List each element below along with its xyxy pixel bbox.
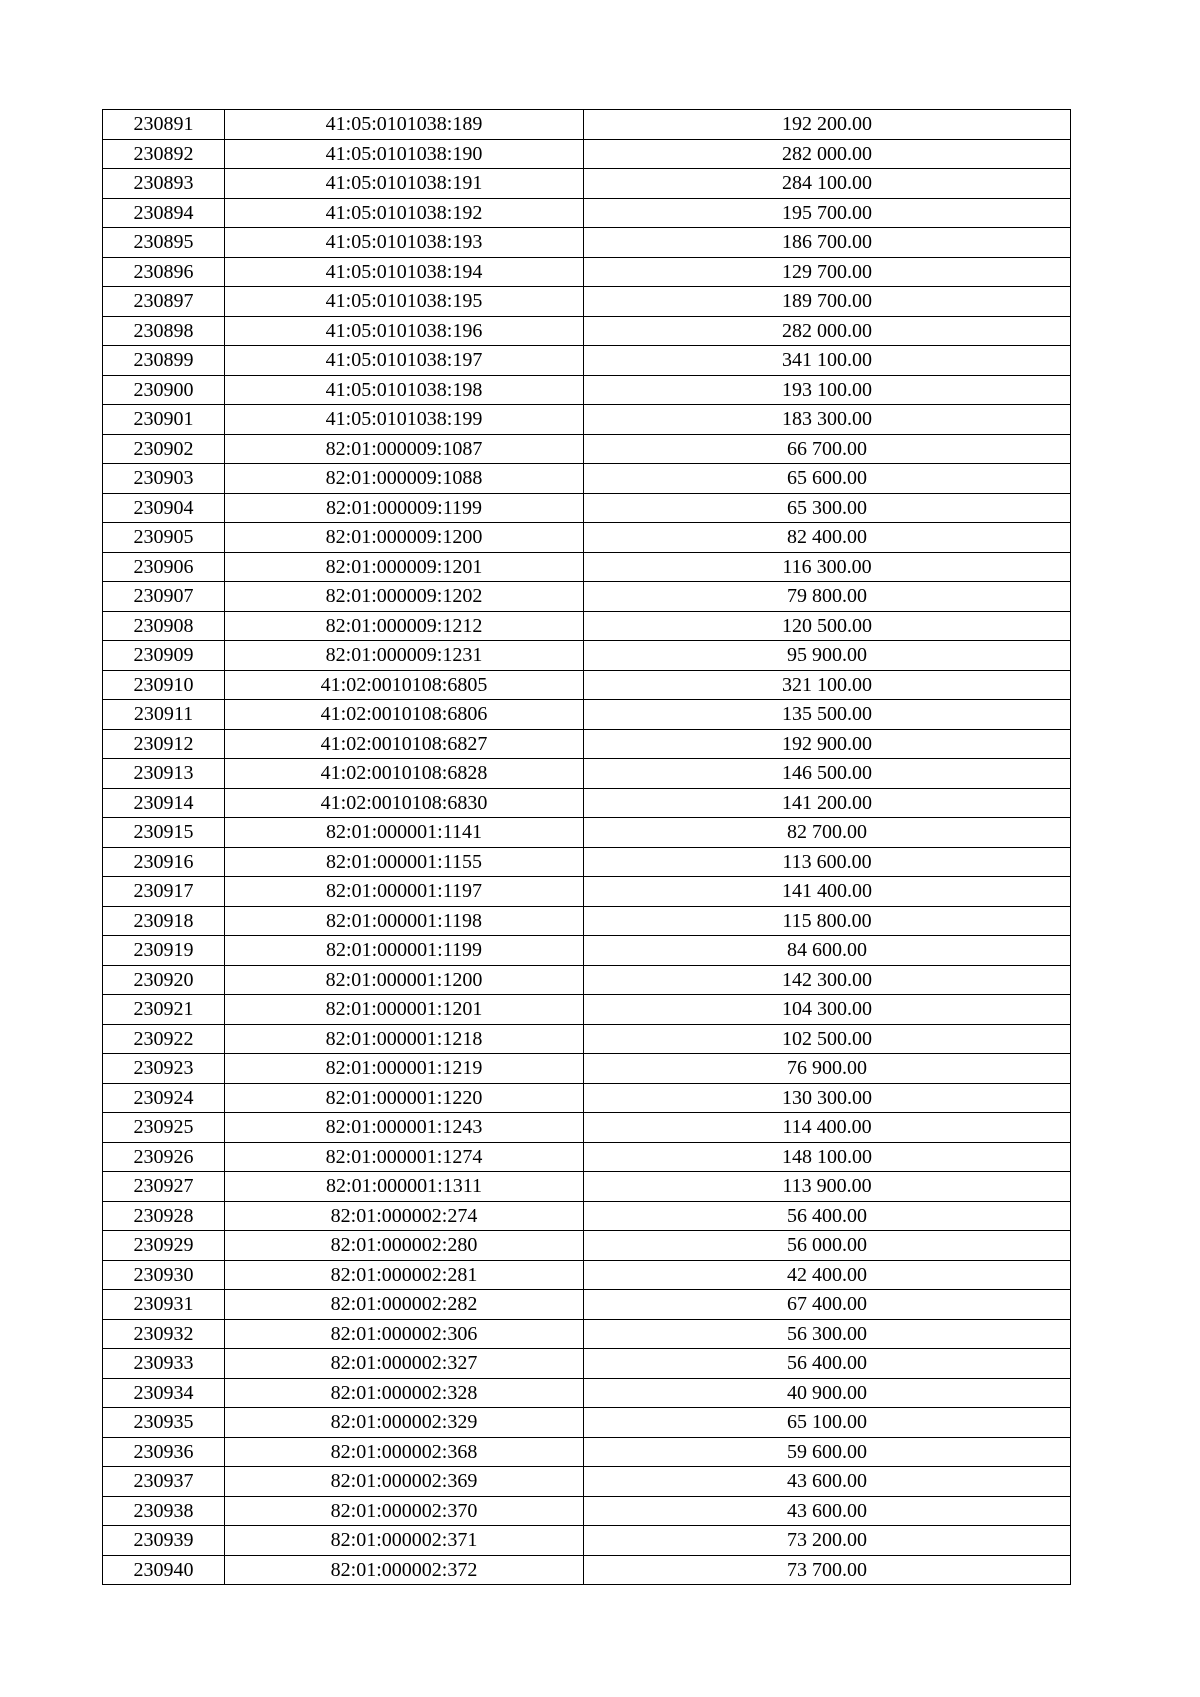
table-row: [103, 198, 1071, 228]
cadastral-value-cell: 73 200.00: [584, 1526, 1071, 1556]
table-row: [103, 316, 1071, 346]
table-row: [103, 965, 1071, 995]
cadastral-value-cell: 65 600.00: [584, 464, 1071, 494]
table-row: [103, 139, 1071, 169]
cadastral-value-cell: 192 200.00: [584, 110, 1071, 140]
row-number-cell: 230906: [103, 552, 225, 582]
cadastral-value-cell: 114 400.00: [584, 1113, 1071, 1143]
row-number-cell: 230936: [103, 1437, 225, 1467]
cadastral-value-cell: 148 100.00: [584, 1142, 1071, 1172]
cadastral-number-cell: 82:01:000001:1311: [225, 1172, 584, 1202]
cadastral-number-cell: 41:02:0010108:6830: [225, 788, 584, 818]
row-number-cell: 230935: [103, 1408, 225, 1438]
cadastral-number-cell: 82:01:000002:274: [225, 1201, 584, 1231]
cadastral-number-cell: 41:02:0010108:6805: [225, 670, 584, 700]
cadastral-value-cell: 82 400.00: [584, 523, 1071, 553]
table-row: [103, 995, 1071, 1025]
table-row: [103, 257, 1071, 287]
cadastral-value-cell: 195 700.00: [584, 198, 1071, 228]
table-row: [103, 641, 1071, 671]
cadastral-number-cell: 41:05:0101038:191: [225, 169, 584, 199]
cadastral-value-cell: 129 700.00: [584, 257, 1071, 287]
cadastral-number-cell: 82:01:000002:281: [225, 1260, 584, 1290]
table-row: [103, 1496, 1071, 1526]
cadastral-number-cell: 82:01:000001:1199: [225, 936, 584, 966]
cadastral-value-cell: 146 500.00: [584, 759, 1071, 789]
cadastral-value-cell: 141 400.00: [584, 877, 1071, 907]
row-number-cell: 230904: [103, 493, 225, 523]
row-number-cell: 230927: [103, 1172, 225, 1202]
cadastral-number-cell: 41:05:0101038:189: [225, 110, 584, 140]
table-row: [103, 1526, 1071, 1556]
row-number-cell: 230907: [103, 582, 225, 612]
table-row: [103, 1142, 1071, 1172]
cadastral-number-cell: 41:02:0010108:6827: [225, 729, 584, 759]
cadastral-value-cell: 192 900.00: [584, 729, 1071, 759]
cadastral-number-cell: 82:01:000009:1199: [225, 493, 584, 523]
cadastral-value-cell: 321 100.00: [584, 670, 1071, 700]
row-number-cell: 230921: [103, 995, 225, 1025]
cadastral-number-cell: 82:01:000001:1141: [225, 818, 584, 848]
cadastral-value-cell: 43 600.00: [584, 1467, 1071, 1497]
row-number-cell: 230931: [103, 1290, 225, 1320]
cadastral-number-cell: 82:01:000009:1202: [225, 582, 584, 612]
cadastral-number-cell: 41:05:0101038:197: [225, 346, 584, 376]
row-number-cell: 230940: [103, 1555, 225, 1585]
table-body: [103, 110, 1071, 1585]
cadastral-value-cell: 95 900.00: [584, 641, 1071, 671]
cadastral-number-cell: 41:05:0101038:190: [225, 139, 584, 169]
cadastral-value-cell: 59 600.00: [584, 1437, 1071, 1467]
cadastral-value-cell: 40 900.00: [584, 1378, 1071, 1408]
cadastral-number-cell: 82:01:000001:1219: [225, 1054, 584, 1084]
cadastral-number-cell: 82:01:000001:1243: [225, 1113, 584, 1143]
table-row: [103, 493, 1071, 523]
cadastral-value-cell: 65 300.00: [584, 493, 1071, 523]
cadastral-number-cell: 82:01:000009:1200: [225, 523, 584, 553]
table-row: [103, 464, 1071, 494]
cadastral-number-cell: 82:01:000002:368: [225, 1437, 584, 1467]
table-row: [103, 1113, 1071, 1143]
table-row: [103, 405, 1071, 435]
row-number-cell: 230928: [103, 1201, 225, 1231]
cadastral-value-table: [102, 109, 1071, 1585]
cadastral-number-cell: 41:05:0101038:193: [225, 228, 584, 258]
row-number-cell: 230916: [103, 847, 225, 877]
table-row: [103, 523, 1071, 553]
cadastral-value-cell: 113 600.00: [584, 847, 1071, 877]
table-row: [103, 1378, 1071, 1408]
row-number-cell: 230900: [103, 375, 225, 405]
cadastral-number-cell: 82:01:000002:327: [225, 1349, 584, 1379]
row-number-cell: 230924: [103, 1083, 225, 1113]
cadastral-value-cell: 42 400.00: [584, 1260, 1071, 1290]
row-number-cell: 230933: [103, 1349, 225, 1379]
table-row: [103, 906, 1071, 936]
table-row: [103, 1083, 1071, 1113]
row-number-cell: 230932: [103, 1319, 225, 1349]
row-number-cell: 230923: [103, 1054, 225, 1084]
table-row: [103, 552, 1071, 582]
cadastral-number-cell: 82:01:000002:371: [225, 1526, 584, 1556]
cadastral-value-cell: 115 800.00: [584, 906, 1071, 936]
row-number-cell: 230893: [103, 169, 225, 199]
cadastral-value-cell: 76 900.00: [584, 1054, 1071, 1084]
cadastral-value-cell: 141 200.00: [584, 788, 1071, 818]
row-number-cell: 230919: [103, 936, 225, 966]
cadastral-number-cell: 82:01:000001:1220: [225, 1083, 584, 1113]
row-number-cell: 230909: [103, 641, 225, 671]
cadastral-value-cell: 56 300.00: [584, 1319, 1071, 1349]
row-number-cell: 230918: [103, 906, 225, 936]
cadastral-value-cell: 116 300.00: [584, 552, 1071, 582]
table-row: [103, 1172, 1071, 1202]
cadastral-number-cell: 41:02:0010108:6806: [225, 700, 584, 730]
cadastral-number-cell: 82:01:000001:1155: [225, 847, 584, 877]
cadastral-value-cell: 282 000.00: [584, 316, 1071, 346]
row-number-cell: 230892: [103, 139, 225, 169]
cadastral-number-cell: 82:01:000001:1201: [225, 995, 584, 1025]
row-number-cell: 230929: [103, 1231, 225, 1261]
cadastral-number-cell: 41:05:0101038:199: [225, 405, 584, 435]
cadastral-number-cell: 82:01:000002:372: [225, 1555, 584, 1585]
row-number-cell: 230896: [103, 257, 225, 287]
table-row: [103, 1408, 1071, 1438]
table-row: [103, 110, 1071, 140]
table-row: [103, 1260, 1071, 1290]
table-row: [103, 818, 1071, 848]
cadastral-number-cell: 41:05:0101038:194: [225, 257, 584, 287]
row-number-cell: 230911: [103, 700, 225, 730]
cadastral-number-cell: 82:01:000002:280: [225, 1231, 584, 1261]
cadastral-value-cell: 130 300.00: [584, 1083, 1071, 1113]
cadastral-number-cell: 82:01:000002:370: [225, 1496, 584, 1526]
cadastral-number-cell: 82:01:000002:329: [225, 1408, 584, 1438]
row-number-cell: 230930: [103, 1260, 225, 1290]
table-row: [103, 611, 1071, 641]
row-number-cell: 230913: [103, 759, 225, 789]
cadastral-value-cell: 120 500.00: [584, 611, 1071, 641]
row-number-cell: 230926: [103, 1142, 225, 1172]
row-number-cell: 230898: [103, 316, 225, 346]
table-row: [103, 375, 1071, 405]
cadastral-value-cell: 56 400.00: [584, 1201, 1071, 1231]
cadastral-number-cell: 82:01:000001:1218: [225, 1024, 584, 1054]
cadastral-value-cell: 193 100.00: [584, 375, 1071, 405]
row-number-cell: 230915: [103, 818, 225, 848]
cadastral-number-cell: 82:01:000009:1212: [225, 611, 584, 641]
cadastral-value-cell: 142 300.00: [584, 965, 1071, 995]
cadastral-number-cell: 41:05:0101038:195: [225, 287, 584, 317]
row-number-cell: 230901: [103, 405, 225, 435]
table-row: [103, 1054, 1071, 1084]
table-row: [103, 788, 1071, 818]
table-row: [103, 847, 1071, 877]
table-row: [103, 670, 1071, 700]
table-row: [103, 1024, 1071, 1054]
cadastral-value-cell: 56 000.00: [584, 1231, 1071, 1261]
row-number-cell: 230920: [103, 965, 225, 995]
table-row: [103, 582, 1071, 612]
row-number-cell: 230937: [103, 1467, 225, 1497]
table-row: [103, 169, 1071, 199]
table-row: [103, 346, 1071, 376]
table-row: [103, 434, 1071, 464]
table-row: [103, 1467, 1071, 1497]
row-number-cell: 230894: [103, 198, 225, 228]
row-number-cell: 230903: [103, 464, 225, 494]
cadastral-number-cell: 82:01:000009:1231: [225, 641, 584, 671]
cadastral-value-cell: 65 100.00: [584, 1408, 1071, 1438]
cadastral-number-cell: 82:01:000009:1088: [225, 464, 584, 494]
table-row: [103, 936, 1071, 966]
cadastral-value-cell: 43 600.00: [584, 1496, 1071, 1526]
cadastral-value-cell: 67 400.00: [584, 1290, 1071, 1320]
cadastral-value-cell: 102 500.00: [584, 1024, 1071, 1054]
cadastral-number-cell: 82:01:000001:1274: [225, 1142, 584, 1172]
row-number-cell: 230934: [103, 1378, 225, 1408]
table-row: [103, 1201, 1071, 1231]
cadastral-value-cell: 183 300.00: [584, 405, 1071, 435]
row-number-cell: 230939: [103, 1526, 225, 1556]
cadastral-value-cell: 341 100.00: [584, 346, 1071, 376]
row-number-cell: 230922: [103, 1024, 225, 1054]
cadastral-number-cell: 82:01:000001:1197: [225, 877, 584, 907]
row-number-cell: 230910: [103, 670, 225, 700]
cadastral-value-cell: 82 700.00: [584, 818, 1071, 848]
row-number-cell: 230925: [103, 1113, 225, 1143]
table-row: [103, 228, 1071, 258]
cadastral-value-cell: 284 100.00: [584, 169, 1071, 199]
table-row: [103, 700, 1071, 730]
cadastral-value-cell: 84 600.00: [584, 936, 1071, 966]
table-row: [103, 1231, 1071, 1261]
cadastral-value-cell: 73 700.00: [584, 1555, 1071, 1585]
row-number-cell: 230938: [103, 1496, 225, 1526]
cadastral-number-cell: 82:01:000001:1198: [225, 906, 584, 936]
cadastral-value-cell: 66 700.00: [584, 434, 1071, 464]
cadastral-number-cell: 41:02:0010108:6828: [225, 759, 584, 789]
cadastral-number-cell: 82:01:000002:282: [225, 1290, 584, 1320]
row-number-cell: 230891: [103, 110, 225, 140]
cadastral-value-cell: 79 800.00: [584, 582, 1071, 612]
cadastral-value-cell: 135 500.00: [584, 700, 1071, 730]
cadastral-number-cell: 82:01:000002:328: [225, 1378, 584, 1408]
cadastral-number-cell: 41:05:0101038:196: [225, 316, 584, 346]
table-row: [103, 1437, 1071, 1467]
row-number-cell: 230917: [103, 877, 225, 907]
cadastral-value-cell: 282 000.00: [584, 139, 1071, 169]
cadastral-value-cell: 104 300.00: [584, 995, 1071, 1025]
table-row: [103, 729, 1071, 759]
cadastral-value-cell: 186 700.00: [584, 228, 1071, 258]
cadastral-value-cell: 56 400.00: [584, 1349, 1071, 1379]
cadastral-number-cell: 41:05:0101038:192: [225, 198, 584, 228]
row-number-cell: 230912: [103, 729, 225, 759]
cadastral-value-cell: 113 900.00: [584, 1172, 1071, 1202]
table-row: [103, 1290, 1071, 1320]
table-row: [103, 1319, 1071, 1349]
row-number-cell: 230905: [103, 523, 225, 553]
table-row: [103, 287, 1071, 317]
row-number-cell: 230908: [103, 611, 225, 641]
cadastral-number-cell: 82:01:000009:1201: [225, 552, 584, 582]
row-number-cell: 230902: [103, 434, 225, 464]
cadastral-number-cell: 82:01:000002:306: [225, 1319, 584, 1349]
cadastral-number-cell: 41:05:0101038:198: [225, 375, 584, 405]
table-row: [103, 1349, 1071, 1379]
table-row: [103, 759, 1071, 789]
cadastral-number-cell: 82:01:000002:369: [225, 1467, 584, 1497]
table-row: [103, 1555, 1071, 1585]
row-number-cell: 230899: [103, 346, 225, 376]
cadastral-value-cell: 189 700.00: [584, 287, 1071, 317]
row-number-cell: 230895: [103, 228, 225, 258]
row-number-cell: 230914: [103, 788, 225, 818]
table-row: [103, 877, 1071, 907]
cadastral-number-cell: 82:01:000001:1200: [225, 965, 584, 995]
row-number-cell: 230897: [103, 287, 225, 317]
cadastral-number-cell: 82:01:000009:1087: [225, 434, 584, 464]
